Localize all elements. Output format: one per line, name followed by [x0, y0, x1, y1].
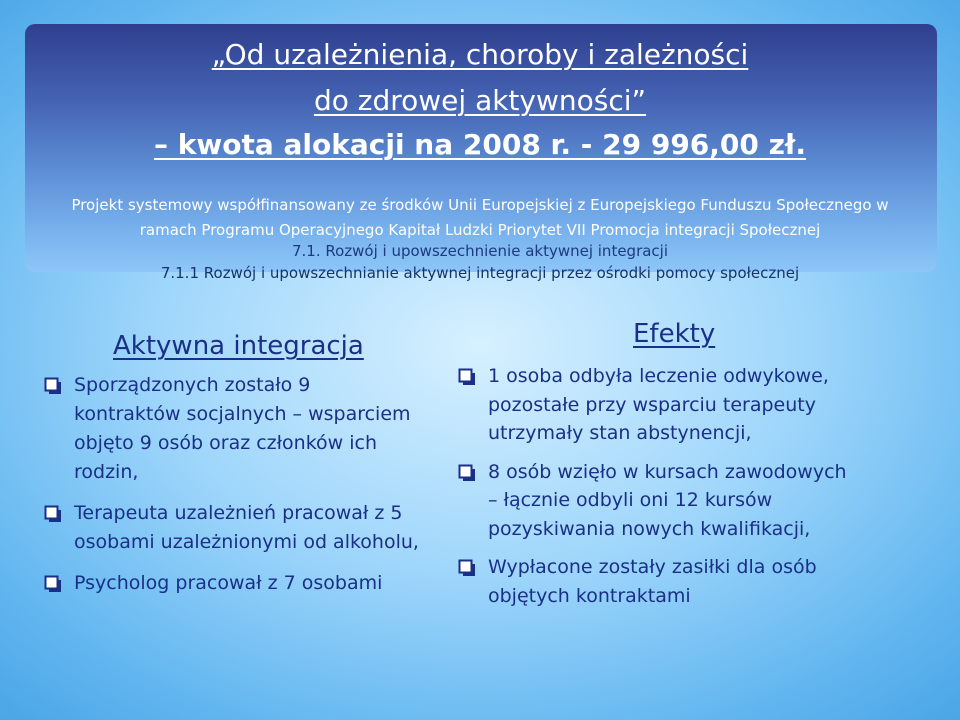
hollow-square-bullet-icon	[44, 575, 62, 593]
left-column-heading: Aktywna integracja	[113, 331, 364, 361]
list-item-text: Wypłacone zostały zasiłki dla osób objętych kontraktami	[488, 556, 817, 607]
hollow-square-bullet-icon	[44, 505, 62, 523]
list-item-text: Psycholog pracował z 7 osobami	[74, 572, 383, 594]
hollow-square-bullet-icon	[458, 464, 476, 482]
left-bullet-list	[44, 371, 464, 610]
list-item	[458, 553, 908, 610]
list-item	[44, 371, 464, 487]
subtitle-line-1: Projekt systemowy współfinansowany ze środków Unii Europejskiej z Europejskiego Funduszu Społecznego w	[71, 196, 889, 214]
list-item-text: 1 osoba odbyła leczenie odwykowe, pozostałe przy wsparciu terapeuty utrzymały stan abstynencji,	[488, 365, 829, 444]
list-item-text: Sporządzonych zostało 9 kontraktów socjalnych – wsparciem objęto 9 osób oraz członków ich rodzin,	[74, 374, 411, 483]
right-bullet-list	[458, 362, 908, 620]
hollow-square-bullet-icon	[44, 377, 62, 395]
subtitle-line-4: 7.1.1 Rozwój i upowszechnianie aktywnej integracji przez ośrodki pomocy społecznej	[160, 264, 800, 282]
list-item	[458, 458, 908, 544]
title-line-2: do zdrowej aktywności”	[313, 84, 647, 117]
list-item	[458, 362, 908, 448]
hollow-square-bullet-icon	[458, 559, 476, 577]
title-line-1: „Od uzależnienia, choroby i zależności	[211, 38, 749, 71]
list-item-text: 8 osób wzięło w kursach zawodowych – łącznie odbyli oni 12 kursów pozyskiwania nowych kwalifikacji,	[488, 460, 847, 540]
list-item	[44, 499, 464, 557]
list-item	[44, 569, 464, 598]
list-item-text: Terapeuta uzależnień pracował z 5 osobami uzależnionymi od alkoholu,	[74, 502, 419, 553]
subtitle-line-3: 7.1. Rozwój i upowszechnienie aktywnej integracji	[291, 242, 669, 260]
hollow-square-bullet-icon	[458, 368, 476, 386]
right-column-heading: Efekty	[633, 319, 716, 349]
subtitle-line-2: ramach Programu Operacyjnego Kapitał Ludzki Priorytet VII Promocja integracji Społecznej	[139, 221, 821, 239]
title-line-3-allocation: – kwota alokacji na 2008 r. - 29 996,00 zł.	[154, 128, 806, 161]
